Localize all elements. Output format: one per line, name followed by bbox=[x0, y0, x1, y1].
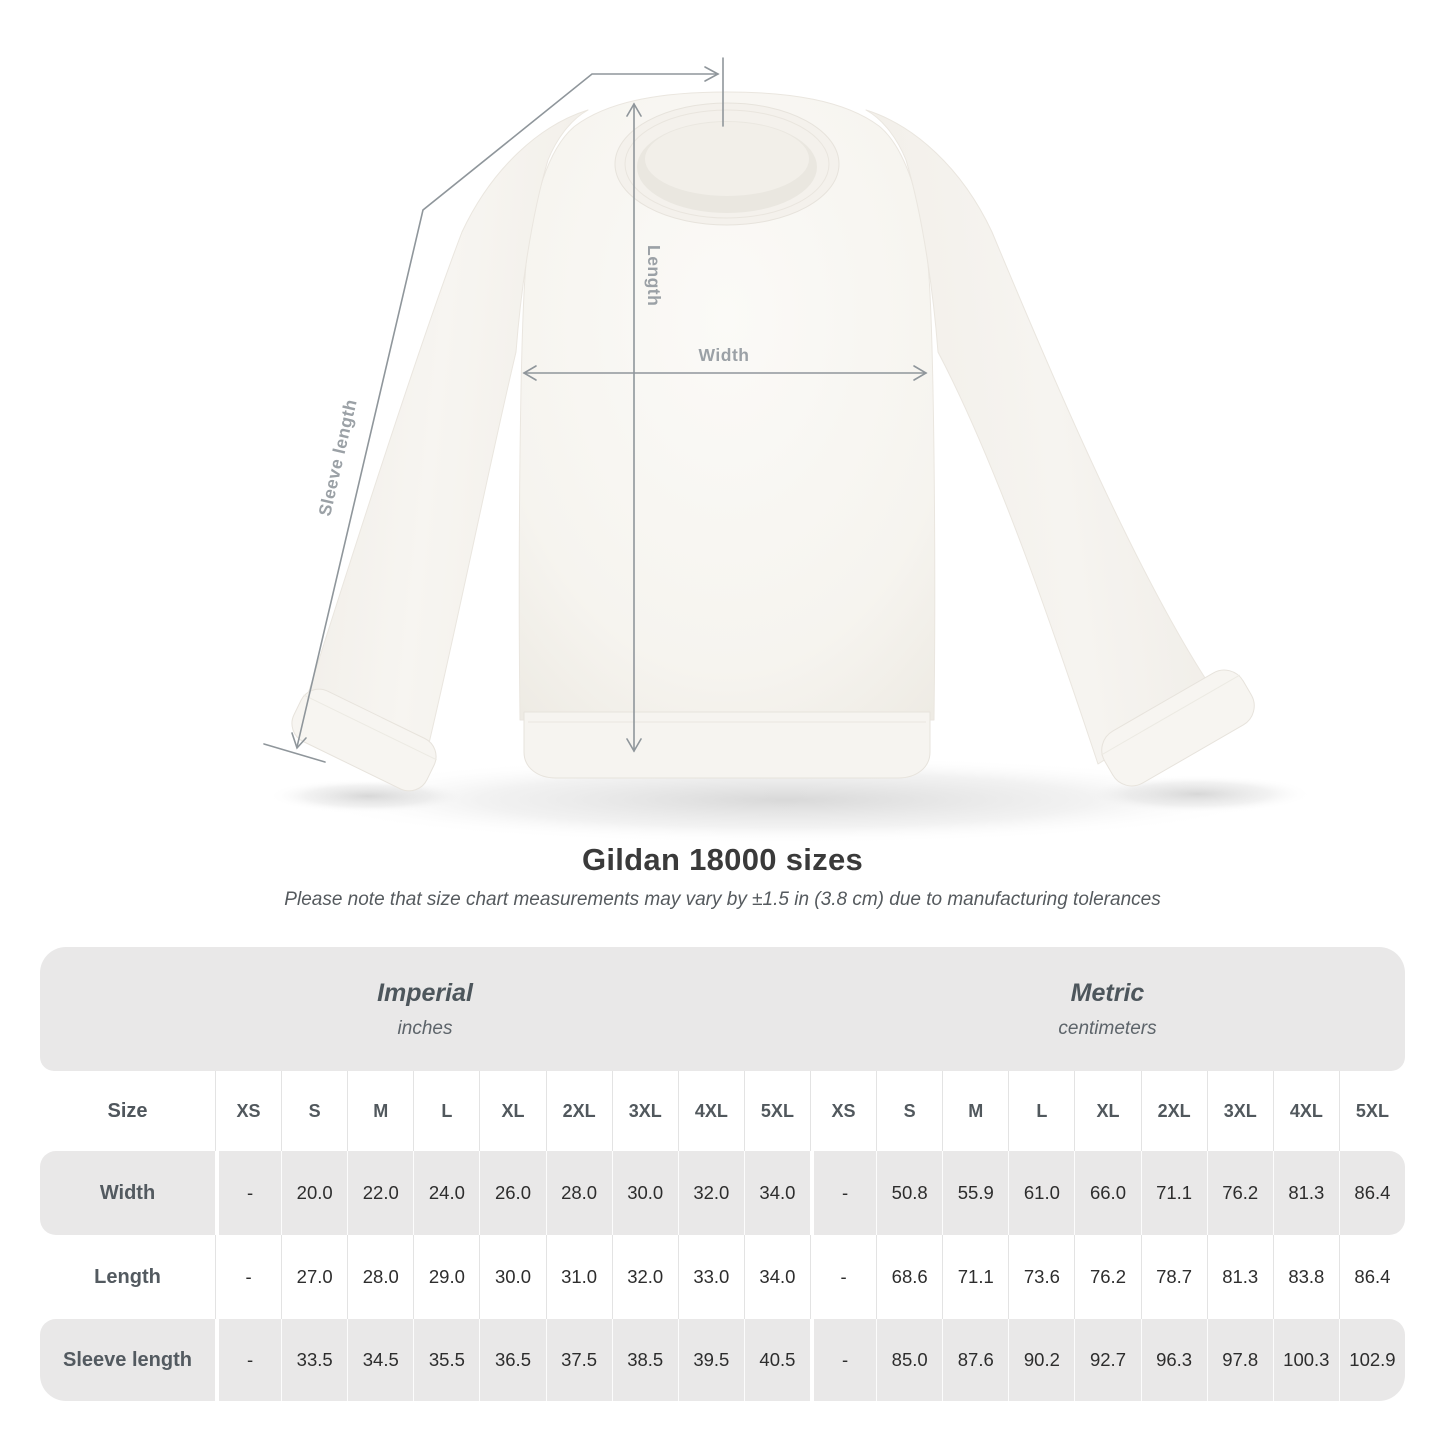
value-cell: 55.9 bbox=[942, 1151, 1008, 1235]
row-label: Width bbox=[99, 1181, 156, 1204]
value-cell: 76.2 bbox=[1207, 1151, 1273, 1235]
size-header: XS bbox=[215, 1071, 281, 1151]
value-cell: 81.3 bbox=[1207, 1235, 1273, 1319]
size-header: XL bbox=[1074, 1071, 1140, 1151]
value-cell: 34.0 bbox=[744, 1151, 810, 1235]
row-label: Length bbox=[94, 1265, 161, 1288]
size-header: 5XL bbox=[744, 1071, 810, 1151]
size-header: 4XL bbox=[1273, 1071, 1339, 1151]
value-cell: - bbox=[215, 1151, 281, 1235]
size-header: 2XL bbox=[1141, 1071, 1207, 1151]
imperial-heading: Imperial bbox=[377, 978, 473, 1007]
value-cell: 97.8 bbox=[1207, 1319, 1273, 1401]
size-header: L bbox=[413, 1071, 479, 1151]
value-cell: - bbox=[810, 1319, 876, 1401]
value-cell: 24.0 bbox=[413, 1151, 479, 1235]
value-cell: 38.5 bbox=[612, 1319, 678, 1401]
size-table bbox=[40, 947, 1405, 1401]
caption bbox=[0, 842, 1445, 911]
size-column-header: Size bbox=[107, 1099, 148, 1122]
table-row-width bbox=[40, 1151, 1405, 1235]
value-cell: 28.0 bbox=[546, 1151, 612, 1235]
imperial-unit: inches bbox=[397, 1017, 453, 1039]
value-cell: 83.8 bbox=[1273, 1235, 1339, 1319]
size-header: 3XL bbox=[612, 1071, 678, 1151]
size-header: XS bbox=[810, 1071, 876, 1151]
metric-band bbox=[810, 947, 1405, 1071]
value-cell: 90.2 bbox=[1008, 1319, 1074, 1401]
value-cell: 30.0 bbox=[479, 1235, 545, 1319]
size-header: M bbox=[347, 1071, 413, 1151]
value-cell: 20.0 bbox=[281, 1151, 347, 1235]
size-header: S bbox=[281, 1071, 347, 1151]
tolerance-note: Please note that size chart measurements may vary by ±1.5 in (3.8 cm) due to manufacturing tolerances bbox=[284, 889, 1161, 910]
unit-band bbox=[40, 947, 1405, 1071]
row-label: Sleeve length bbox=[63, 1348, 192, 1371]
value-cell: 92.7 bbox=[1074, 1319, 1140, 1401]
value-cell: 36.5 bbox=[479, 1319, 545, 1401]
value-cell: 81.3 bbox=[1273, 1151, 1339, 1235]
value-cell: - bbox=[215, 1319, 281, 1401]
value-cell: 71.1 bbox=[942, 1235, 1008, 1319]
value-cell: 102.9 bbox=[1339, 1319, 1405, 1401]
table-row-sleeve-length bbox=[40, 1319, 1405, 1401]
value-cell: 68.6 bbox=[876, 1235, 942, 1319]
size-header: 2XL bbox=[546, 1071, 612, 1151]
size-header: 3XL bbox=[1207, 1071, 1273, 1151]
value-cell: - bbox=[215, 1235, 281, 1319]
value-cell: - bbox=[810, 1235, 876, 1319]
value-cell: 40.5 bbox=[744, 1319, 810, 1401]
size-header: M bbox=[942, 1071, 1008, 1151]
length-label: Length bbox=[644, 245, 664, 307]
value-cell: 34.5 bbox=[347, 1319, 413, 1401]
value-cell: 86.4 bbox=[1339, 1151, 1405, 1235]
value-cell: 85.0 bbox=[876, 1319, 942, 1401]
sweatshirt-collar bbox=[615, 103, 839, 225]
value-cell: 30.0 bbox=[612, 1151, 678, 1235]
sweatshirt-illustration bbox=[285, 92, 1262, 798]
value-cell: 28.0 bbox=[347, 1235, 413, 1319]
size-header: XL bbox=[479, 1071, 545, 1151]
value-cell: 37.5 bbox=[546, 1319, 612, 1401]
size-header: 4XL bbox=[678, 1071, 744, 1151]
value-cell: 86.4 bbox=[1339, 1235, 1405, 1319]
value-cell: 32.0 bbox=[612, 1235, 678, 1319]
size-header: L bbox=[1008, 1071, 1074, 1151]
size-header: S bbox=[876, 1071, 942, 1151]
table-row-length bbox=[40, 1235, 1405, 1319]
value-cell: 87.6 bbox=[942, 1319, 1008, 1401]
width-label: Width bbox=[698, 345, 750, 365]
value-cell: 39.5 bbox=[678, 1319, 744, 1401]
imperial-band bbox=[40, 947, 810, 1071]
value-cell: 34.0 bbox=[744, 1235, 810, 1319]
value-cell: 26.0 bbox=[479, 1151, 545, 1235]
value-cell: 73.6 bbox=[1008, 1235, 1074, 1319]
value-cell: 76.2 bbox=[1074, 1235, 1140, 1319]
sleeve-length-label: Sleeve length bbox=[314, 397, 361, 518]
value-cell: 33.0 bbox=[678, 1235, 744, 1319]
value-cell: 66.0 bbox=[1074, 1151, 1140, 1235]
value-cell: 35.5 bbox=[413, 1319, 479, 1401]
value-cell: 22.0 bbox=[347, 1151, 413, 1235]
metric-unit: centimeters bbox=[1058, 1017, 1157, 1039]
metric-heading: Metric bbox=[1070, 978, 1145, 1007]
value-cell: 29.0 bbox=[413, 1235, 479, 1319]
value-cell: - bbox=[810, 1151, 876, 1235]
value-cell: 50.8 bbox=[876, 1151, 942, 1235]
value-cell: 31.0 bbox=[546, 1235, 612, 1319]
value-cell: 61.0 bbox=[1008, 1151, 1074, 1235]
value-cell: 71.1 bbox=[1141, 1151, 1207, 1235]
value-cell: 96.3 bbox=[1141, 1319, 1207, 1401]
size-header-row bbox=[40, 1071, 1405, 1151]
value-cell: 32.0 bbox=[678, 1151, 744, 1235]
page-title: Gildan 18000 sizes bbox=[581, 842, 864, 877]
value-cell: 100.3 bbox=[1273, 1319, 1339, 1401]
value-cell: 78.7 bbox=[1141, 1235, 1207, 1319]
value-cell: 33.5 bbox=[281, 1319, 347, 1401]
value-cell: 27.0 bbox=[281, 1235, 347, 1319]
size-header: 5XL bbox=[1339, 1071, 1405, 1151]
